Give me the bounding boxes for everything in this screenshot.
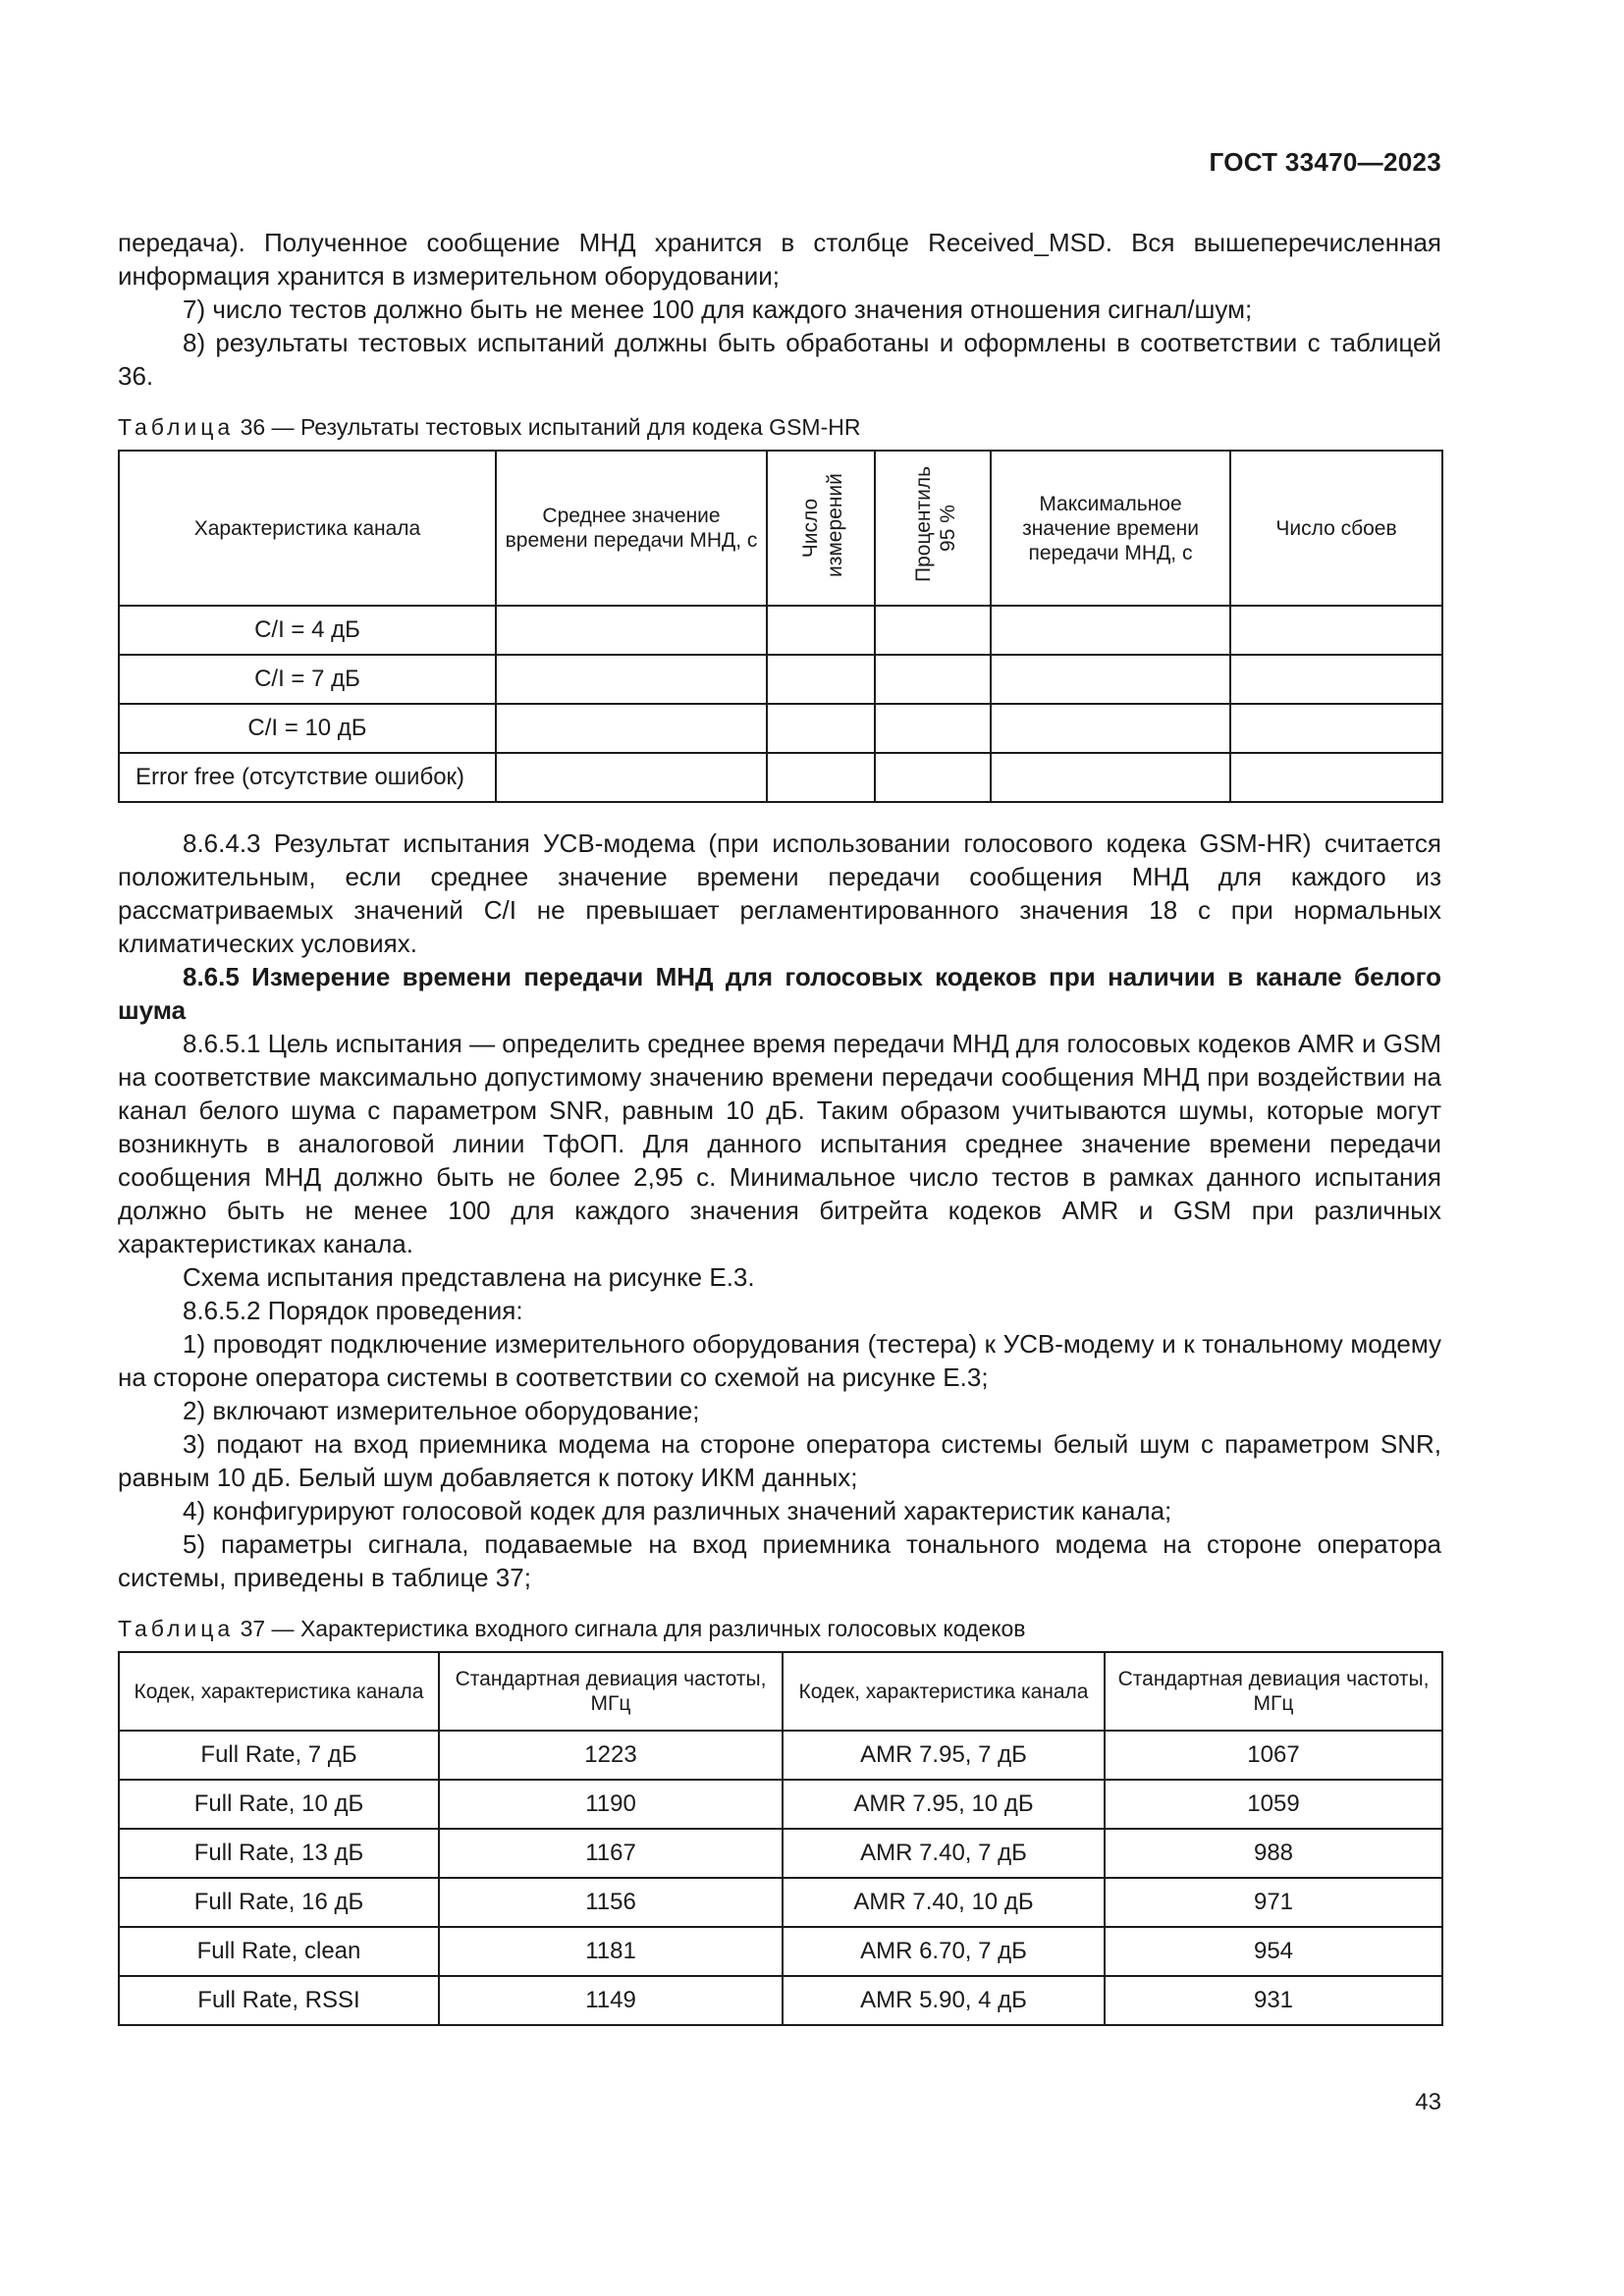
t37-cell: Full Rate, 10 дБ — [119, 1780, 439, 1829]
t36-cell — [496, 753, 767, 802]
table-37 — [118, 1651, 1443, 2026]
t36-cell — [767, 606, 875, 655]
table-row — [119, 1829, 1442, 1878]
table-37-caption-label: Таблица — [118, 1616, 235, 1641]
table-36-caption-label: Таблица — [118, 414, 235, 440]
table-row — [119, 606, 1442, 655]
t37-cell: 1181 — [439, 1927, 783, 1976]
table-37-caption-text: 37 — Характеристика входного сигнала для различных голосовых кодеков — [240, 1616, 1026, 1641]
t36-cell — [991, 606, 1230, 655]
section-heading-8-6-5: 8.6.5 Измерение времени передачи МНД для голосовых кодеков при наличии в канале белого шума — [118, 962, 1441, 1025]
t37-cell: 1223 — [439, 1731, 783, 1780]
t37-cell: Full Rate, 16 дБ — [119, 1878, 439, 1927]
t36-cell-channel: C/I = 7 дБ — [119, 655, 496, 704]
t36-cell-channel: C/I = 4 дБ — [119, 606, 496, 655]
t37-cell: AMR 6.70, 7 дБ — [783, 1927, 1105, 1976]
table-row — [119, 704, 1442, 753]
table-row — [119, 1878, 1442, 1927]
t37-cell: Full Rate, 13 дБ — [119, 1829, 439, 1878]
t37-cell: AMR 5.90, 4 дБ — [783, 1976, 1105, 2025]
t36-cell — [767, 704, 875, 753]
t36-cell — [875, 655, 991, 704]
t37-cell: 1067 — [1105, 1731, 1442, 1780]
t37-cell: AMR 7.95, 7 дБ — [783, 1731, 1105, 1780]
t37-cell: 1059 — [1105, 1780, 1442, 1829]
t36-cell — [991, 704, 1230, 753]
table-row — [119, 1731, 1442, 1780]
t37-cell: AMR 7.40, 7 дБ — [783, 1829, 1105, 1878]
paragraph-8-6-5-2: 8.6.5.2 Порядок проведения: — [183, 1296, 523, 1325]
t36-cell — [1230, 753, 1442, 802]
t36-cell — [991, 655, 1230, 704]
list-item-8: 8) результаты тестовых испытаний должны быть обработаны и оформлены в соответствии с таблицей 36. — [118, 328, 1441, 391]
t36-cell — [496, 655, 767, 704]
t37-cell: 971 — [1105, 1878, 1442, 1927]
t36-header-max-time: Максимальное значение времени передачи МНД, с — [991, 451, 1230, 606]
t36-cell — [1230, 655, 1442, 704]
page-content — [118, 226, 1441, 2026]
t36-cell — [1230, 704, 1442, 753]
t37-cell: 931 — [1105, 1976, 1442, 2025]
t36-cell — [1230, 606, 1442, 655]
table-row — [119, 1976, 1442, 2025]
document-code: ГОСТ 33470—2023 — [1209, 147, 1441, 177]
t37-cell: 1149 — [439, 1976, 783, 2025]
t37-cell: 1190 — [439, 1780, 783, 1829]
table-row — [119, 1927, 1442, 1976]
t36-cell — [875, 606, 991, 655]
procedure-step-2: 2) включают измерительное оборудование; — [183, 1396, 700, 1425]
t36-cell-channel: Error free (отсутствие ошибок) — [119, 753, 496, 802]
t36-cell — [496, 606, 767, 655]
t37-header-codec: Кодек, характеристика канала — [783, 1652, 1105, 1731]
t36-cell — [496, 704, 767, 753]
t36-header-failures: Число сбоев — [1230, 451, 1442, 606]
intro-paragraph: передача). Полученное сообщение МНД хранится в столбце Received_MSD. Вся вышеперечисленная информация хранится в измерительном оборудовании; — [118, 228, 1441, 291]
table-37-header-row — [119, 1652, 1442, 1731]
t37-cell: Full Rate, RSSI — [119, 1976, 439, 2025]
paragraph-8-6-4-3: 8.6.4.3 Результат испытания УСВ-модема (при использовании голосового кодека GSM-HR) считается положительным, если среднее значение времени передачи сообщения МНД для каждого из рассматриваемых значений C/I не превышает регламентированного значения 18 с при нормальных климатических условиях. — [118, 828, 1441, 958]
t37-header-codec: Кодек, характеристика канала — [119, 1652, 439, 1731]
t36-cell — [875, 704, 991, 753]
t36-header-measurements — [767, 451, 875, 606]
t36-header-channel: Характеристика канала — [119, 451, 496, 606]
t36-cell — [991, 753, 1230, 802]
t37-header-deviation: Стандартная девиация частоты, МГц — [439, 1652, 783, 1731]
table-row — [119, 655, 1442, 704]
table-row — [119, 753, 1442, 802]
t37-cell: 1167 — [439, 1829, 783, 1878]
t36-cell — [767, 655, 875, 704]
table-36-header-row — [119, 451, 1442, 606]
t36-header-percentile-text: Процентиль 95 % — [912, 465, 959, 582]
list-item-7: 7) число тестов должно быть не менее 100 для каждого значения отношения сигнал/шум; — [183, 294, 1253, 324]
t36-cell-channel: C/I = 10 дБ — [119, 704, 496, 753]
table-36-caption-text: 36 — Результаты тестовых испытаний для кодека GSM-HR — [240, 414, 861, 440]
t37-header-deviation: Стандартная девиация частоты, МГц — [1105, 1652, 1442, 1731]
table-37-caption — [118, 1614, 1441, 1643]
procedure-step-5: 5) параметры сигнала, подаваемые на вход приемника тонального модема на стороне оператора системы, приведены в таблице 37; — [118, 1529, 1441, 1592]
t36-header-measurements-text: Число измерений — [799, 473, 846, 577]
table-36-caption — [118, 412, 1441, 442]
t37-cell: 954 — [1105, 1927, 1442, 1976]
paragraph-8-6-5-1: 8.6.5.1 Цель испытания — определить среднее время передачи МНД для голосовых кодеков AMR и GSM на соответствие максимально допустимому значению времени передачи сообщения МНД при воздействии на канал белого шума с параметром SNR, равным 10 дБ. Таким образом учитываются шумы, которые могут возникнуть в аналоговой линии ТфОП. Для данного испытания среднее значение времени передачи сообщения МНД должно быть не более 2,95 с. Минимальное число тестов в рамках данного испытания должно быть не менее 100 для каждого значения битрейта кодеков AMR и GSM при различных характеристиках канала. — [118, 1029, 1441, 1258]
t37-cell: 988 — [1105, 1829, 1442, 1878]
t37-cell: AMR 7.40, 10 дБ — [783, 1878, 1105, 1927]
procedure-step-3: 3) подают на вход приемника модема на стороне оператора системы белый шум с параметром SNR, равным 10 дБ. Белый шум добавляется к потоку ИКМ данных; — [118, 1429, 1441, 1492]
page-number: 43 — [1415, 2089, 1441, 2115]
t36-cell — [875, 753, 991, 802]
procedure-step-1: 1) проводят подключение измерительного оборудования (тестера) к УСВ-модему и к тональному модему на стороне оператора системы в соответствии со схемой на рисунке Е.3; — [118, 1329, 1441, 1392]
t36-cell — [767, 753, 875, 802]
t37-cell: 1156 — [439, 1878, 783, 1927]
t36-header-mean-time: Среднее значение времени передачи МНД, с — [496, 451, 767, 606]
table-36 — [118, 450, 1443, 803]
t37-cell: Full Rate, clean — [119, 1927, 439, 1976]
procedure-step-4: 4) конфигурируют голосовой кодек для различных значений характеристик канала; — [183, 1496, 1172, 1525]
t37-cell: AMR 7.95, 10 дБ — [783, 1780, 1105, 1829]
paragraph-scheme: Схема испытания представлена на рисунке Е.3. — [183, 1262, 755, 1292]
t36-header-percentile — [875, 451, 991, 606]
t37-cell: Full Rate, 7 дБ — [119, 1731, 439, 1780]
table-row — [119, 1780, 1442, 1829]
